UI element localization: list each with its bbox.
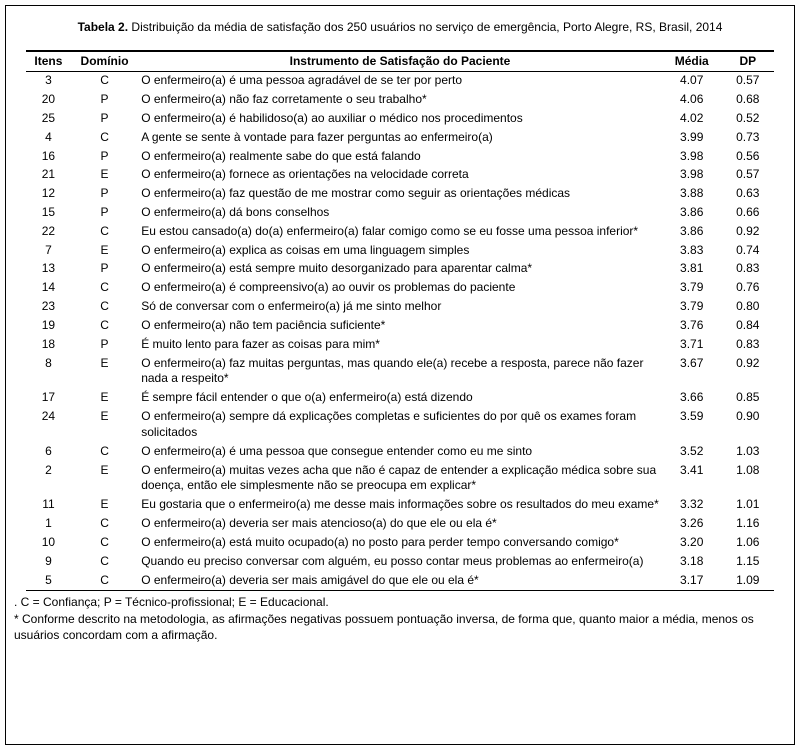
cell-mean: 3.79: [680, 280, 704, 295]
cell-sd: 1.03: [736, 443, 760, 458]
cell-mean: 3.88: [680, 186, 704, 201]
cell-sd: 0.80: [736, 299, 760, 314]
cell-item: 8: [45, 355, 52, 370]
cell-item: 22: [41, 223, 56, 238]
cell-sd: 0.84: [736, 317, 760, 332]
cell-mean: 4.02: [680, 110, 704, 125]
cell-statement: O enfermeiro(a) faz muitas perguntas, mas quando ele(a) recebe a resposta, parece não fazer nada a respeito*: [141, 355, 644, 386]
cell-domain: P: [100, 336, 109, 351]
cell-domain: P: [100, 92, 109, 107]
cell-domain: E: [100, 167, 109, 182]
cell-item: 20: [41, 92, 56, 107]
cell-item: 25: [41, 110, 56, 125]
cell-domain: C: [100, 443, 109, 458]
table-title-text: Distribuição da média de satisfação dos 250 usuários no serviço de emergência, Porto Alegre, RS, Brasil, 2014: [128, 20, 723, 34]
table-row: [26, 389, 774, 408]
cell-domain: C: [100, 129, 109, 144]
cell-mean: 3.32: [680, 497, 704, 512]
cell-item: 21: [41, 167, 56, 182]
cell-mean: 3.81: [680, 261, 704, 276]
cell-sd: 0.57: [736, 167, 760, 182]
table-header: [26, 51, 774, 72]
cell-item: 16: [41, 148, 56, 163]
cell-item: 13: [41, 261, 56, 276]
cell-sd: 0.90: [736, 409, 760, 424]
cell-sd: 0.85: [736, 390, 760, 405]
satisfaction-table: [26, 50, 774, 592]
cell-sd: 0.74: [736, 242, 760, 257]
cell-domain: P: [100, 261, 109, 276]
cell-sd: 0.83: [736, 261, 760, 276]
cell-statement: O enfermeiro(a) deveria ser mais amigável do que ele ou ela é*: [141, 572, 479, 587]
cell-mean: 3.66: [680, 390, 704, 405]
cell-statement: O enfermeiro(a) é habilidoso(a) ao auxiliar o médico nos procedimentos: [141, 110, 523, 125]
cell-mean: 3.20: [680, 534, 704, 549]
cell-mean: 4.06: [680, 92, 704, 107]
cell-statement: O enfermeiro(a) muitas vezes acha que não é capaz de entender a explicação médica sobre sua doença, então ele simplesmente não se preocupa em explicar*: [141, 462, 657, 493]
cell-mean: 3.99: [680, 129, 704, 144]
cell-domain: E: [100, 462, 109, 477]
table-row: [26, 553, 774, 572]
page-frame: [5, 5, 795, 745]
cell-mean: 3.18: [680, 553, 704, 568]
cell-domain: C: [100, 73, 109, 88]
cell-statement: O enfermeiro(a) não faz corretamente o seu trabalho*: [141, 92, 427, 107]
cell-mean: 3.86: [680, 223, 704, 238]
footnote-asterisk: * Conforme descrito na metodologia, as afirmações negativas possuem pontuação inversa, de forma que, quanto maior a média, menos os usuários concordam com a afirmação.: [14, 611, 754, 643]
header-instrumento: Instrumento de Satisfação do Paciente: [138, 51, 662, 72]
cell-sd: 0.76: [736, 280, 760, 295]
cell-mean: 3.41: [680, 462, 704, 477]
cell-mean: 3.17: [680, 572, 704, 587]
cell-sd: 0.92: [736, 223, 760, 238]
cell-statement: O enfermeiro(a) é uma pessoa que consegue entender como eu me sinto: [141, 443, 533, 458]
cell-domain: C: [100, 572, 109, 587]
cell-sd: 0.83: [736, 336, 760, 351]
cell-item: 12: [41, 186, 56, 201]
cell-mean: 3.86: [680, 204, 704, 219]
cell-statement: O enfermeiro(a) é uma pessoa agradável de se ter por perto: [141, 73, 463, 88]
cell-statement: Eu gostaria que o enfermeiro(a) me desse mais informações sobre os resultados do meu exame*: [141, 497, 659, 512]
cell-statement: O enfermeiro(a) está sempre muito desorganizado para aparentar calma*: [141, 261, 533, 276]
header-media: Média: [662, 51, 722, 72]
cell-sd: 1.16: [736, 516, 760, 531]
cell-domain: C: [100, 280, 109, 295]
footnotes: [14, 594, 774, 644]
cell-domain: C: [100, 299, 109, 314]
cell-domain: P: [100, 204, 109, 219]
cell-item: 4: [45, 129, 52, 144]
cell-item: 14: [41, 280, 56, 295]
cell-item: 17: [41, 390, 56, 405]
cell-item: 7: [45, 242, 52, 257]
cell-mean: 3.67: [680, 355, 704, 370]
cell-sd: 0.66: [736, 204, 760, 219]
cell-mean: 3.79: [680, 299, 704, 314]
cell-sd: 0.56: [736, 148, 760, 163]
table-row: [26, 336, 774, 355]
table-row: [26, 148, 774, 167]
header-dp: DP: [722, 51, 774, 72]
cell-sd: 1.15: [736, 553, 760, 568]
cell-item: 10: [41, 534, 56, 549]
cell-mean: 3.59: [680, 409, 704, 424]
cell-statement: O enfermeiro(a) é compreensivo(a) ao ouvir os problemas do paciente: [141, 280, 516, 295]
table-row: [26, 515, 774, 534]
cell-mean: 3.83: [680, 242, 704, 257]
cell-sd: 1.01: [736, 497, 760, 512]
cell-domain: C: [100, 516, 109, 531]
cell-statement: Quando eu preciso conversar com alguém, eu posso contar meus problemas ao enfermeiro(a): [141, 553, 644, 568]
cell-domain: E: [100, 409, 109, 424]
cell-sd: 0.73: [736, 129, 760, 144]
cell-statement: O enfermeiro(a) faz questão de me mostrar como seguir as orientações médicas: [141, 186, 571, 201]
cell-sd: 0.52: [736, 110, 760, 125]
cell-statement: O enfermeiro(a) está muito ocupado(a) no posto para perder tempo conversando comigo*: [141, 534, 619, 549]
table-row: [26, 572, 774, 591]
table-row: [26, 242, 774, 261]
table-title: [26, 20, 774, 36]
cell-sd: 1.08: [736, 462, 760, 477]
cell-statement: É muito lento para fazer as coisas para mim*: [141, 336, 380, 351]
table-row: [26, 279, 774, 298]
header-dominio: Domínio: [71, 51, 138, 72]
cell-item: 3: [45, 73, 52, 88]
table-row: [26, 355, 774, 390]
cell-statement: A gente se sente à vontade para fazer perguntas ao enfermeiro(a): [141, 129, 493, 144]
cell-sd: 0.57: [736, 73, 760, 88]
cell-mean: 3.26: [680, 516, 704, 531]
cell-statement: É sempre fácil entender o que o(a) enfermeiro(a) está dizendo: [141, 390, 473, 405]
cell-statement: O enfermeiro(a) realmente sabe do que está falando: [141, 148, 421, 163]
cell-statement: O enfermeiro(a) não tem paciência suficiente*: [141, 317, 386, 332]
cell-domain: E: [100, 497, 109, 512]
cell-item: 18: [41, 336, 56, 351]
cell-sd: 1.09: [736, 572, 760, 587]
cell-item: 6: [45, 443, 52, 458]
footnote-domains: . C = Confiança; P = Técnico-profissional; E = Educacional.: [14, 595, 329, 610]
cell-statement: O enfermeiro(a) fornece as orientações na velocidade correta: [141, 167, 469, 182]
cell-domain: E: [100, 355, 109, 370]
cell-item: 15: [41, 204, 56, 219]
table-body: [26, 72, 774, 591]
header-row: [26, 51, 774, 72]
cell-domain: C: [100, 534, 109, 549]
cell-mean: 4.07: [680, 73, 704, 88]
cell-domain: P: [100, 110, 109, 125]
table-row: [26, 462, 774, 497]
table-row: [26, 260, 774, 279]
cell-item: 23: [41, 299, 56, 314]
table-row: [26, 223, 774, 242]
table-row: [26, 496, 774, 515]
cell-item: 24: [41, 409, 56, 424]
cell-domain: C: [100, 317, 109, 332]
cell-sd: 0.68: [736, 92, 760, 107]
cell-statement: O enfermeiro(a) dá bons conselhos: [141, 204, 330, 219]
cell-item: 19: [41, 317, 56, 332]
cell-mean: 3.98: [680, 148, 704, 163]
cell-sd: 1.06: [736, 534, 760, 549]
cell-item: 5: [45, 572, 52, 587]
cell-statement: O enfermeiro(a) sempre dá explicações completas e suficientes do por quê os exames foram solicitados: [141, 409, 637, 439]
table-row: [26, 534, 774, 553]
table-row: [26, 317, 774, 336]
table-row: [26, 129, 774, 148]
cell-item: 2: [45, 462, 52, 477]
cell-item: 1: [45, 516, 52, 531]
table-row: [26, 443, 774, 462]
table-row: [26, 185, 774, 204]
header-itens: Itens: [26, 51, 71, 72]
table-row: [26, 298, 774, 317]
table-row: [26, 204, 774, 223]
table-row: [26, 72, 774, 91]
cell-statement: O enfermeiro(a) explica as coisas em uma linguagem simples: [141, 242, 470, 257]
cell-sd: 0.92: [736, 355, 760, 370]
cell-domain: E: [100, 242, 109, 257]
table-row: [26, 110, 774, 129]
cell-mean: 3.52: [680, 443, 704, 458]
cell-domain: C: [100, 553, 109, 568]
cell-statement: O enfermeiro(a) deveria ser mais atencioso(a) do que ele ou ela é*: [141, 516, 497, 531]
table-row: [26, 91, 774, 110]
cell-domain: E: [100, 390, 109, 405]
cell-mean: 3.71: [680, 336, 704, 351]
cell-mean: 3.76: [680, 317, 704, 332]
cell-statement: Eu estou cansado(a) do(a) enfermeiro(a) falar comigo como se eu fosse uma pessoa inferior*: [141, 223, 639, 238]
cell-sd: 0.63: [736, 186, 760, 201]
table-row: [26, 166, 774, 185]
cell-domain: P: [100, 186, 109, 201]
cell-mean: 3.98: [680, 167, 704, 182]
table-title-label: Tabela 2.: [77, 20, 129, 34]
table-row: [26, 408, 774, 443]
cell-item: 11: [42, 497, 55, 512]
cell-domain: P: [100, 148, 109, 163]
cell-item: 9: [45, 553, 52, 568]
cell-statement: Só de conversar com o enfermeiro(a) já me sinto melhor: [141, 299, 442, 314]
cell-domain: C: [100, 223, 109, 238]
